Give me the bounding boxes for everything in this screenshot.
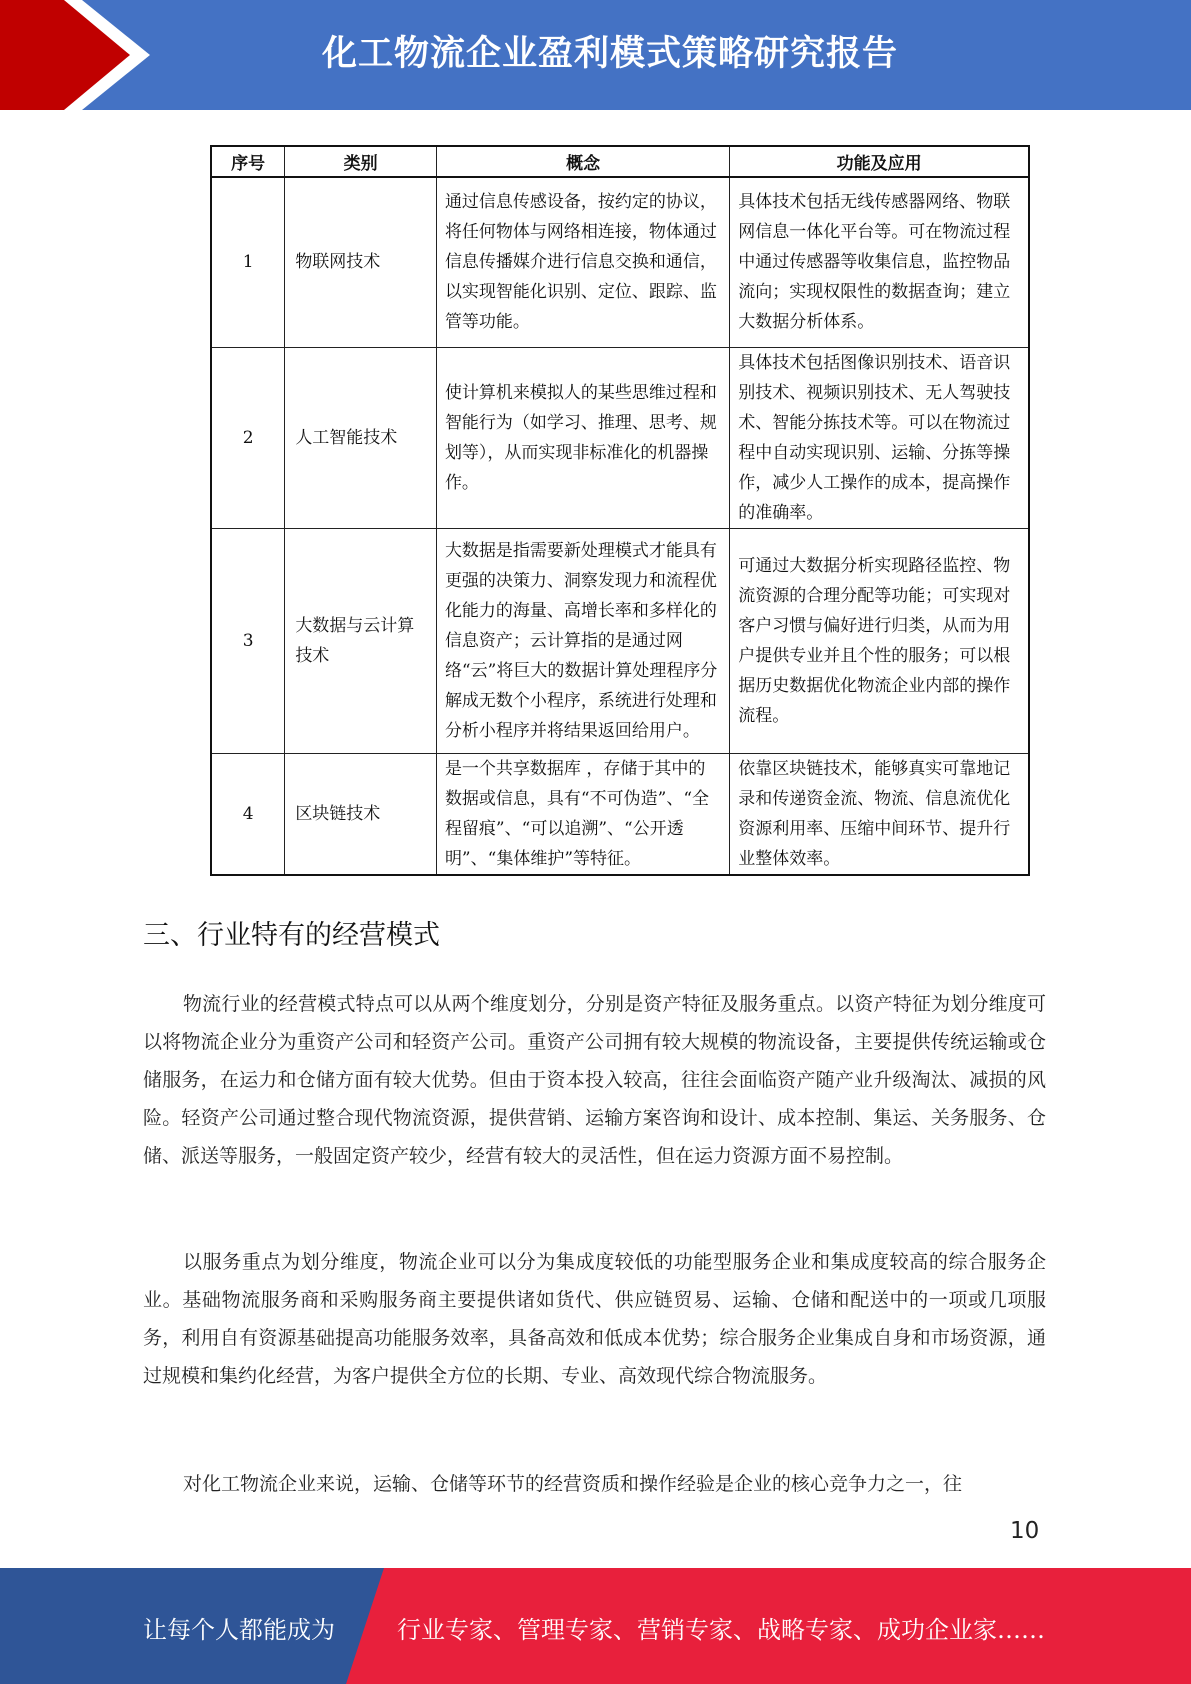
row-application: 具体技术包括图像识别技术、语音识别技术、视频识别技术、无人驾驶技术、智能分拣技术等。可以在物流过程中自动实现识别、运输、分拣等操作，减少人工操作的成本，提高操作的准确率。 bbox=[730, 347, 1029, 528]
row-concept: 通过信息传感设备，按约定的协议，将任何物体与网络相连接，物体通过信息传播媒介进行信息交换和通信，以实现智能化识别、定位、跟踪、监管等功能。 bbox=[436, 177, 729, 347]
header-category: 类别 bbox=[285, 146, 437, 177]
row-category: 物联网技术 bbox=[285, 177, 437, 347]
table-row bbox=[211, 347, 1029, 528]
row-application: 具体技术包括无线传感器网络、物联网信息一体化平台等。可在物流过程中通过传感器等收集信息，监控物品流向；实现权限性的数据查询；建立大数据分析体系。 bbox=[730, 177, 1029, 347]
row-number: 1 bbox=[211, 177, 285, 347]
body-paragraph: 物流行业的经营模式特点可以从两个维度划分，分别是资产特征及服务重点。以资产特征为划分维度可以将物流企业分为重资产公司和轻资产公司。重资产公司拥有较大规模的物流设备，主要提供传统运输或仓储服务，在运力和仓储方面有较大优势。但由于资本投入较高，往往会面临资产随产业升级淘汰、减损的风险。轻资产公司通过整合现代物流资源，提供营销、运输方案咨询和设计、成本控制、集运、关务服务、仓储、派送等服务，一般固定资产较少，经营有较大的灵活性，但在运力资源方面不易控制。 bbox=[143, 993, 1046, 1167]
technology-table bbox=[210, 145, 1030, 876]
row-application: 依靠区块链技术，能够真实可靠地记录和传递资金流、物流、信息流优化资源利用率、压缩中间环节、提升行业整体效率。 bbox=[730, 753, 1029, 875]
footer-banner bbox=[0, 1568, 1191, 1684]
footer-slogan-left: 让每个人都能成为 bbox=[143, 1616, 335, 1644]
body-paragraph: 以服务重点为划分维度，物流企业可以分为集成度较低的功能型服务企业和集成度较高的综合服务企业。基础物流服务商和采购服务商主要提供诸如货代、供应链贸易、运输、仓储和配送中的一项或几项服务，利用自有资源基础提高功能服务效率，具备高效和低成本优势；综合服务企业集成自身和市场资源，通过规模和集约化经营，为客户提供全方位的长期、专业、高效现代综合物流服务。 bbox=[143, 1251, 1046, 1387]
row-number: 3 bbox=[211, 528, 285, 753]
row-category: 人工智能技术 bbox=[285, 347, 437, 528]
header-banner bbox=[0, 0, 1191, 110]
header-number: 序号 bbox=[211, 146, 285, 177]
footer-slogan-right: 行业专家、管理专家、营销专家、战略专家、成功企业家…… bbox=[397, 1616, 1045, 1644]
row-number: 4 bbox=[211, 753, 285, 875]
document-title: 化工物流企业盈利模式策略研究报告 bbox=[321, 34, 898, 74]
technology-table-container bbox=[210, 145, 1030, 876]
page-number: 10 bbox=[1010, 1518, 1040, 1544]
table-row bbox=[211, 753, 1029, 875]
row-application: 可通过大数据分析实现路径监控、物流资源的合理分配等功能；可实现对客户习惯与偏好进行归类，从而为用户提供专业并且个性的服务；可以根据历史数据优化物流企业内部的操作流程。 bbox=[730, 528, 1029, 753]
row-concept: 大数据是指需要新处理模式才能具有更强的决策力、洞察发现力和流程优化能力的海量、高增长率和多样化的信息资产；云计算指的是通过网络“云”将巨大的数据计算处理程序分解成无数个小程序，系统进行处理和分析小程序并将结果返回给用户。 bbox=[436, 528, 729, 753]
section-heading: 三、行业特有的经营模式 bbox=[143, 920, 440, 951]
row-concept: 是一个共享数据库 ，存储于其中的数据或信息，具有“不可伪造”、“全程留痕”、“可以追溯”、“公开透明”、“集体维护”等特征。 bbox=[436, 753, 729, 875]
row-category: 区块链技术 bbox=[285, 753, 437, 875]
row-number: 2 bbox=[211, 347, 285, 528]
header-concept: 概念 bbox=[436, 146, 729, 177]
row-category: 大数据与云计算技术 bbox=[285, 528, 437, 753]
table-header-row bbox=[211, 146, 1029, 177]
table-row bbox=[211, 528, 1029, 753]
body-paragraph: 对化工物流企业来说，运输、仓储等环节的经营资质和操作经验是企业的核心竞争力之一，往 bbox=[183, 1473, 963, 1495]
row-concept: 使计算机来模拟人的某些思维过程和智能行为（如学习、推理、思考、规划等），从而实现非标准化的机器操作。 bbox=[436, 347, 729, 528]
header-application: 功能及应用 bbox=[730, 146, 1029, 177]
table-row bbox=[211, 177, 1029, 347]
